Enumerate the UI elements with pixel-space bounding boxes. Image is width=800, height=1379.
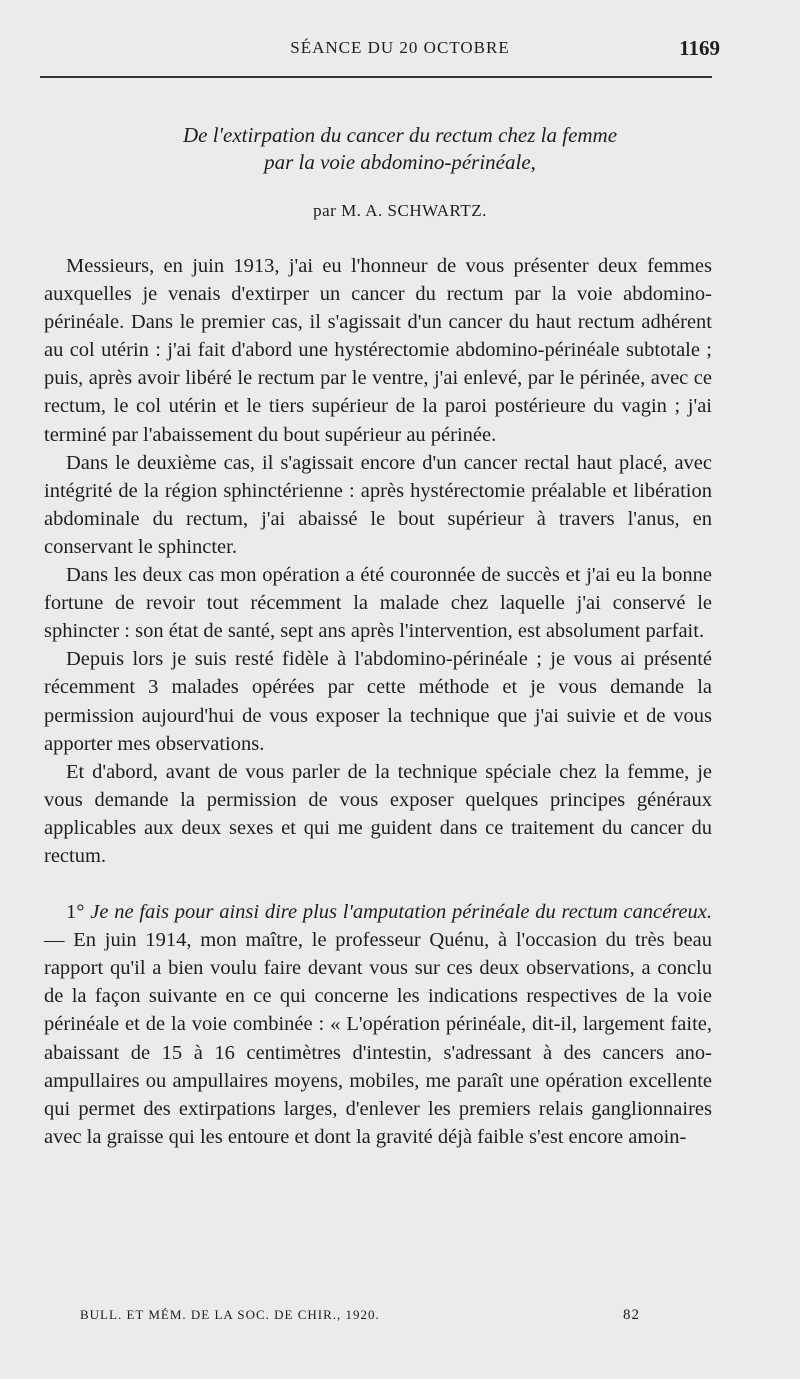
author-line: par M. A. SCHWARTZ. [313, 201, 487, 220]
paragraph-1: Messieurs, en juin 1913, j'ai eu l'honneur de vous présenter deux femmes auxquelles je venais d'extirper un cancer du rectum par la voie abdomino-périnéale. Dans le premier cas, il s'agissait d'un cancer du haut rectum adhérent au col utérin : j'ai fait d'abord une hystérectomie abdomino-périnéale subtotale ; puis, après avoir libéré le rectum par le ventre, j'ai enlevé, par le périnée, avec ce rectum, le col utérin et le tiers supérieur de la paroi postérieure du vagin ; j'ai terminé par l'abaissement du bout supérieur au périnée. [44, 255, 712, 446]
paragraph-4: Depuis lors je suis resté fidèle à l'abdomino-périnéale ; je vous ai présenté récemment 3 malades opérées par cette méthode et je vous demande la permission aujourd'hui de vous exposer la technique que j'ai suivie et de vous apporter mes observations. [44, 648, 712, 755]
article-title [40, 122, 760, 176]
page-footer [80, 1307, 640, 1329]
paragraph-2: Dans le deuxième cas, il s'agissait encore d'un cancer rectal haut placé, avec intégrité de la région sphinctérienne : après hystérectomie préalable et libération abdominale du rectum, j'ai abaissé le bout supérieur à travers l'anus, en conservant le sphincter. [44, 451, 712, 558]
paragraph-5: Et d'abord, avant de vous parler de la technique spéciale chez la femme, je vous demande la permission de vous exposer quelques principes généraux applicables aux deux sexes et qui me guident dans ce traitement du cancer du rectum. [44, 760, 712, 867]
journal-reference: BULL. ET MÉM. DE LA SOC. DE CHIR., 1920. [80, 1307, 380, 1322]
section-heading: Je ne fais pour ainsi dire plus l'amputation périnéale du rectum cancéreux. [90, 901, 713, 924]
article-title-line-2: par la voie abdomino-périnéale, [264, 150, 536, 174]
section-number: 1° [66, 901, 85, 924]
signature-mark: 82 [623, 1307, 640, 1323]
header-rule [40, 76, 712, 78]
running-title: SÉANCE DU 20 OCTOBRE [290, 38, 510, 57]
article-title-line-1: De l'extirpation du cancer du rectum chez la femme [182, 123, 618, 147]
running-head [40, 36, 760, 62]
article-body [44, 252, 712, 1151]
page-number: 1169 [679, 36, 720, 60]
paragraph-3: Dans les deux cas mon opération a été couronnée de succès et j'ai eu la bonne fortune de revoir tout récemment la malade chez laquelle j'ai conservé le sphincter : son état de santé, sept ans après l'intervention, est absolument parfait. [44, 564, 712, 643]
paragraph-6 [44, 898, 712, 1151]
section-text: — En juin 1914, mon maître, le professeur Quénu, à l'occasion du très beau rapport qu'il a bien voulu faire devant vous sur ces deux observations, a conclu de la façon suivante en ce qui concerne les indications respectives de la voie périnéale et de la voie combinée : « L'opération périnéale, dit-il, largement faite, abaissant de 15 à 16 centimètres d'intestin, s'adressant à des cancers ano-ampullaires ou ampullaires moyens, mobiles, me paraît une opération excellente qui permet des extirpations larges, d'enlever les premiers relais ganglionnaires avec la graisse qui les entoure et dont la gravité déjà faible s'est encore amoin- [44, 929, 712, 1148]
